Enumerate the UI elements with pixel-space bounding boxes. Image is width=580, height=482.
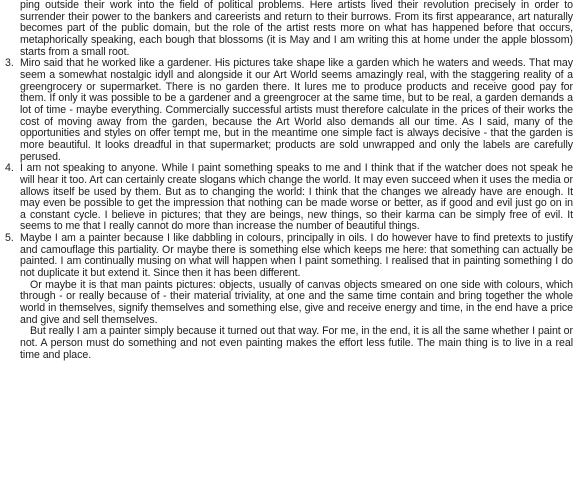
list-item-text: Miro said that he worked like a gardener. His pictures take shape like a garden which he waters and weeds. That may seem a somewhat nostalgic idyll and alongside it our Art World seems amazingly real, with the staggering reality of a greengrocery or supermarket. There is no garden there. It lures me to produce products and receive good pay for them. If only it was possible to be a gardener and a greengrocer at the same time, but to be real, a garden demands a lot of time - maybe everything. Commercially successful artists must therefore calculate in the prices of their works the cost of moving away from the garden, because the Art World also demands all our time. As I said, many of the opportunities and styles on offer tempt me, but in the meantime one simple fact is always decisive - that the garden is more beautiful. It looks dreadful in that supermarket; products are sold unwrapped and only the labels are carefully perused. — [20, 57, 573, 163]
list-item-4 — [5, 163, 573, 233]
continuation-paragraph: ping outside their work into the field of political problems. Here artists lived their revolution precisely in order to surrender their power to the bankers and careerists and return to their burrows. From its first appearance, art naturally becomes part of the public domain, but the role of the artist rests more on what has happened before that occurs, metaphorically speaking, each bough that blossoms (it is May and I am writing this at home under the apple blossom) starts from a small root. — [20, 0, 573, 58]
indented-paragraph: But really I am a painter simply because it turned out that way. For me, in the end, it is all the same whether I paint or not. A person must do something and not even painting makes the effort less futile. The main thing is to live in a real time and place. — [20, 325, 573, 361]
list-item-number: 5. — [5, 232, 14, 245]
list-item-number: 3. — [5, 57, 14, 70]
list-item-text: Maybe I am a painter because I like dabbling in colours, principally in oils. I do however have to find pretexts to justify and camouflage this partiality. Or maybe there is something else which keeps me here: that something can actually be painted. I am continually musing on what will happen when I paint something. I realised that in painting something I do not duplicate it but extend it. Since then it has been different. — [20, 232, 573, 280]
list-item-text: I am not speaking to anyone. While I paint something speaks to me and I think that if the watcher does not speak he will hear it too. Art can certainly create slogans which change the world. It may even succeed when it uses the media or allows itself be used by them. But as to changing the world: I think that the changes we already have are enough. It may even be possible to get the impression that nothing can be made worse or better, as if good and evil just go on in a constant cycle. I believe in pictures; that they are beings, new things, so their karma can be simply free of evil. It seems to me that I really cannot do more than increase the number of beautiful things. — [20, 162, 573, 233]
list-item-5 — [5, 233, 573, 280]
list-item-number: 4. — [5, 162, 14, 175]
indented-paragraph: Or maybe it is that man paints pictures: objects, usually of canvas objects smeared on one side with colours, which through - or really because of - their material triviality, at one and the same time contain and bring together the whole world in themselves, signify themselves and something else, give and receive energy and time, in the end have a price and give and sell themselves. — [20, 278, 573, 326]
list-item-3 — [5, 58, 573, 163]
